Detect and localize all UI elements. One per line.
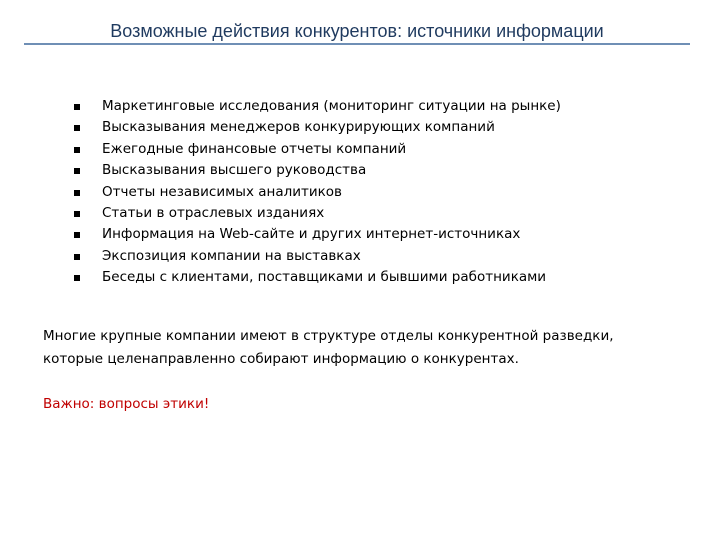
sources-bullet-list xyxy=(74,96,694,289)
list-item xyxy=(74,96,694,117)
list-item-text: Информация на Web-сайте и других интернет-источниках xyxy=(102,226,521,243)
title-underline xyxy=(24,43,690,45)
square-bullet-icon xyxy=(74,275,80,281)
slide-title: Возможные действия конкурентов: источники информации xyxy=(110,21,604,41)
list-item xyxy=(74,117,694,138)
square-bullet-icon xyxy=(74,232,80,238)
square-bullet-icon xyxy=(74,211,80,217)
list-item-text: Экспозиция компании на выставках xyxy=(102,247,361,264)
competitive-intelligence-paragraph xyxy=(43,325,683,371)
list-item-text: Ежегодные финансовые отчеты компаний xyxy=(102,140,407,157)
list-item xyxy=(74,203,694,224)
square-bullet-icon xyxy=(74,147,80,153)
list-item xyxy=(74,139,694,160)
list-item xyxy=(74,267,694,288)
paragraph-line-1: Многие крупные компании имеют в структуре отделы конкурентной разведки, xyxy=(43,328,614,344)
list-item xyxy=(74,182,694,203)
list-item-text: Отчеты независимых аналитиков xyxy=(102,183,343,200)
list-item-text: Высказывания высшего руководства xyxy=(102,162,367,179)
list-item xyxy=(74,160,694,181)
list-item xyxy=(74,224,694,245)
square-bullet-icon xyxy=(74,168,80,174)
list-item-text: Высказывания менеджеров конкурирующих компаний xyxy=(102,119,495,136)
paragraph-line-2: которые целенаправленно собирают информацию о конкурентах. xyxy=(43,351,519,367)
square-bullet-icon xyxy=(74,104,80,110)
list-item xyxy=(74,246,694,267)
list-item-text: Маркетинговые исследования (мониторинг ситуации на рынке) xyxy=(102,98,561,114)
square-bullet-icon xyxy=(74,254,80,260)
ethics-warning: Важно: вопросы этики! xyxy=(43,396,210,412)
square-bullet-icon xyxy=(74,125,80,131)
list-item-text: Статьи в отраслевых изданиях xyxy=(102,204,325,221)
list-item-text: Беседы с клиентами, поставщиками и бывшими работниками xyxy=(102,269,547,286)
square-bullet-icon xyxy=(74,190,80,196)
